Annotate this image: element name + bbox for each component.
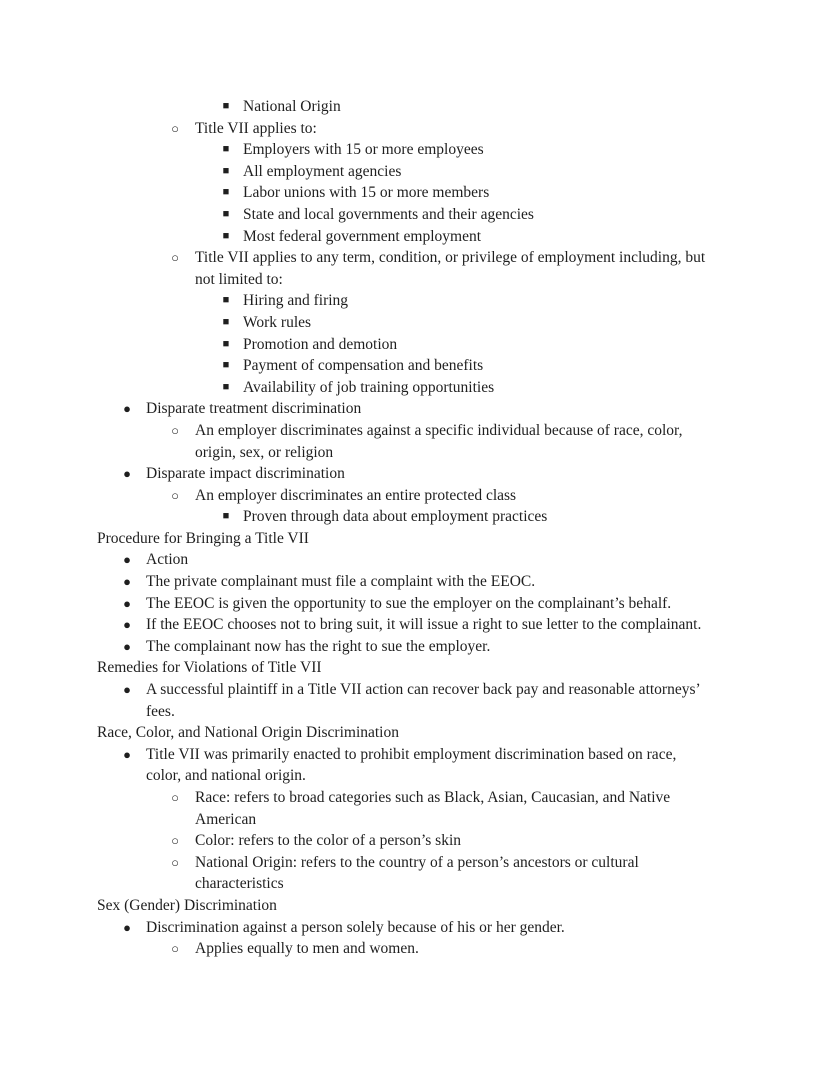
- outline-item: [0, 226, 828, 248]
- outline-item: [0, 614, 828, 636]
- outline-item-text: An employer discriminates against a specific individual because of race, color,: [195, 421, 683, 439]
- outline-item-text: color, and national origin.: [146, 767, 306, 785]
- square-bullet-icon: ■: [222, 186, 230, 199]
- outline-item: [0, 139, 828, 161]
- outline-item: [0, 571, 828, 593]
- section-heading: [0, 722, 828, 744]
- outline-item-text: not limited to:: [195, 270, 283, 288]
- square-bullet-icon: ■: [222, 294, 230, 307]
- square-bullet-icon: ■: [222, 510, 230, 523]
- outline-item: [0, 312, 828, 334]
- outline-item-text: Title VII applies to any term, condition, or privilege of employment including, but: [195, 249, 706, 267]
- disc-bullet-icon: ●: [123, 919, 131, 935]
- square-bullet-icon: ■: [222, 143, 230, 156]
- section-heading-text: Race, Color, and National Origin Discrimination: [97, 724, 399, 742]
- outline-item: [0, 485, 828, 507]
- outline-item-text: Color: refers to the color of a person’s skin: [195, 832, 462, 850]
- outline-item: [0, 398, 828, 420]
- outline-item: [0, 96, 828, 118]
- outline-item: [0, 290, 828, 312]
- outline-item: [0, 636, 828, 658]
- outline-item-text: Discrimination against a person solely because of his or her gender.: [146, 918, 565, 936]
- disc-bullet-icon: ●: [123, 682, 131, 698]
- circle-bullet-icon: ○: [171, 854, 179, 870]
- section-heading-text: Remedies for Violations of Title VII: [97, 659, 322, 677]
- disc-bullet-icon: ●: [123, 401, 131, 417]
- outline-item-text: Action: [146, 551, 189, 569]
- outline-item-text: Proven through data about employment practices: [243, 508, 548, 526]
- outline-item: [0, 377, 828, 399]
- outline-item: [0, 744, 828, 766]
- outline-item: [0, 809, 828, 831]
- disc-bullet-icon: ●: [123, 552, 131, 568]
- section-heading: [0, 895, 828, 917]
- circle-bullet-icon: ○: [171, 790, 179, 805]
- square-bullet-icon: ■: [222, 337, 230, 350]
- outline-item-text: origin, sex, or religion: [195, 443, 334, 461]
- section-heading: [0, 657, 828, 679]
- outline-item-text: National Origin: refers to the country of a person’s ancestors or cultural: [195, 853, 639, 871]
- outline-item-text: Most federal government employment: [243, 227, 482, 245]
- outline-item: [0, 506, 828, 528]
- outline-item: [0, 701, 828, 723]
- circle-bullet-icon: ○: [171, 833, 179, 849]
- outline-item: [0, 917, 828, 939]
- square-bullet-icon: ■: [222, 380, 230, 393]
- outline-item-text: All employment agencies: [243, 162, 402, 180]
- document-body: [0, 96, 828, 960]
- outline-item: [0, 420, 828, 442]
- outline-item: [0, 182, 828, 204]
- outline-item: [0, 463, 828, 485]
- outline-item-text: An employer discriminates an entire protected class: [195, 486, 517, 504]
- disc-bullet-icon: ●: [123, 466, 131, 482]
- circle-bullet-icon: ○: [171, 941, 179, 957]
- outline-item: [0, 787, 828, 809]
- disc-bullet-icon: ●: [123, 638, 131, 654]
- outline-item-text: Labor unions with 15 or more members: [243, 184, 490, 202]
- outline-item-text: fees.: [146, 702, 175, 720]
- outline-item-text: Title VII was primarily enacted to prohibit employment discrimination based on race,: [146, 745, 677, 763]
- outline-item: [0, 355, 828, 377]
- outline-item: [0, 938, 828, 960]
- outline-item-text: State and local governments and their agencies: [243, 205, 534, 223]
- square-bullet-icon: ■: [222, 100, 230, 112]
- outline-item-text: A successful plaintiff in a Title VII action can recover back pay and reasonable attorneys’: [146, 681, 701, 699]
- outline-item-text: characteristics: [195, 875, 284, 893]
- outline-item: [0, 873, 828, 895]
- square-bullet-icon: ■: [222, 164, 230, 177]
- outline-item: [0, 765, 828, 787]
- outline-item-text: Hiring and firing: [243, 292, 349, 310]
- outline-item-text: National Origin: [243, 98, 341, 115]
- disc-bullet-icon: ●: [123, 574, 131, 590]
- outline-item: [0, 118, 828, 140]
- square-bullet-icon: ■: [222, 359, 230, 372]
- outline-item: [0, 334, 828, 356]
- outline-item: [0, 204, 828, 226]
- section-heading-text: Procedure for Bringing a Title VII: [97, 529, 309, 547]
- outline-item-text: Title VII applies to:: [195, 119, 317, 137]
- disc-bullet-icon: ●: [123, 746, 131, 762]
- outline-item-text: Disparate treatment discrimination: [146, 400, 362, 418]
- square-bullet-icon: ■: [222, 315, 230, 328]
- circle-bullet-icon: ○: [171, 487, 179, 503]
- outline-item: [0, 593, 828, 615]
- outline-item-text: Availability of job training opportunities: [243, 378, 495, 396]
- outline-item-text: Payment of compensation and benefits: [243, 357, 484, 375]
- outline-item-text: The private complainant must file a complaint with the EEOC.: [146, 573, 536, 591]
- outline-item: [0, 161, 828, 183]
- outline-item-text: Race: refers to broad categories such as Black, Asian, Caucasian, and Native: [195, 789, 671, 806]
- outline-item-text: Promotion and demotion: [243, 335, 398, 353]
- outline-item: [0, 679, 828, 701]
- square-bullet-icon: ■: [222, 207, 230, 220]
- outline-item-text: The EEOC is given the opportunity to sue the employer on the complainant’s behalf.: [146, 594, 672, 612]
- section-heading-text: Sex (Gender) Discrimination: [97, 896, 277, 914]
- outline-item: [0, 830, 828, 852]
- outline-item-text: American: [195, 810, 257, 828]
- outline-item-text: Work rules: [243, 313, 312, 331]
- outline-item: [0, 852, 828, 874]
- outline-item: [0, 247, 828, 269]
- section-heading: [0, 528, 828, 550]
- outline-item-text: Disparate impact discrimination: [146, 465, 345, 483]
- disc-bullet-icon: ●: [123, 617, 131, 633]
- circle-bullet-icon: ○: [171, 250, 179, 266]
- square-bullet-icon: ■: [222, 229, 230, 242]
- outline-item: [0, 442, 828, 464]
- outline-item: [0, 549, 828, 571]
- outline-item-text: Employers with 15 or more employees: [243, 141, 484, 159]
- disc-bullet-icon: ●: [123, 595, 131, 611]
- circle-bullet-icon: ○: [171, 120, 179, 136]
- outline-item-text: The complainant now has the right to sue the employer.: [146, 637, 491, 655]
- outline-item-text: If the EEOC chooses not to bring suit, it will issue a right to sue letter to the complainant.: [146, 616, 702, 634]
- circle-bullet-icon: ○: [171, 422, 179, 438]
- outline-item-text: Applies equally to men and women.: [195, 940, 419, 958]
- outline-item: [0, 269, 828, 291]
